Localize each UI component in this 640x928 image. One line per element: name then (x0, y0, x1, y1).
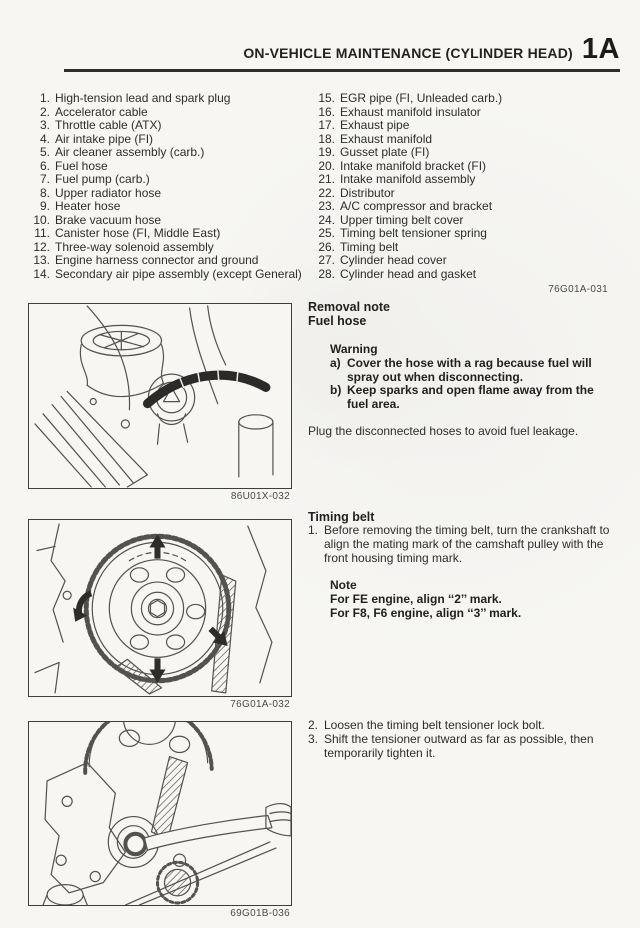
parts-list-item (313, 173, 615, 187)
note-title: Note (330, 578, 357, 593)
part-label: Fuel hose (55, 158, 108, 173)
removal-note-heading: Removal note (308, 300, 390, 314)
part-number: 25. (318, 226, 335, 240)
step-number: 2. (308, 718, 319, 732)
part-label: Timing belt tensioner spring (340, 226, 487, 240)
camshaft-pulley-drawing-icon (29, 520, 291, 696)
warning-title: Warning (330, 342, 378, 356)
note-line: For F8, F6 engine, align ‘‘3’’ mark. (330, 605, 522, 620)
part-label: Cylinder head cover (340, 253, 447, 267)
part-label: Engine harness connector and ground (55, 253, 259, 267)
figure-camshaft-pulley (28, 519, 292, 710)
part-label: Air cleaner assembly (carb.) (55, 145, 205, 159)
part-number: 15. (318, 91, 335, 105)
parts-list-item (313, 160, 615, 174)
parts-list-item (28, 106, 310, 120)
warning-item (330, 357, 618, 385)
figure-frame (28, 303, 292, 489)
part-number: 21. (318, 172, 335, 186)
part-label: Heater hose (55, 199, 121, 213)
part-label: Upper timing belt cover (340, 212, 464, 227)
part-label: EGR pipe (FI, Unleaded carb.) (340, 91, 503, 105)
part-number: 17. (318, 118, 335, 132)
part-number: 7. (39, 172, 50, 186)
figure-caption: 69G01B-036 (230, 908, 290, 919)
figure-frame (28, 519, 292, 697)
procedure-step (308, 719, 618, 733)
part-number: 22. (318, 185, 335, 200)
warning-item (330, 384, 618, 412)
part-number: 13. (33, 253, 50, 267)
page-header (243, 33, 620, 66)
part-number: 26. (318, 239, 335, 254)
part-number: 1. (39, 91, 50, 105)
part-number: 24. (318, 212, 335, 227)
parts-list-item (313, 200, 615, 214)
parts-list-item (28, 254, 310, 268)
step-text: Loosen the timing belt tensioner lock bolt. (324, 718, 545, 732)
part-number: 16. (318, 104, 335, 119)
figure-caption: 86U01X-032 (230, 491, 290, 502)
figure-tensioner-wrench (28, 721, 292, 919)
part-label: Fuel pump (carb.) (55, 172, 150, 186)
parts-list-item (28, 214, 310, 228)
step-number: 1. (308, 523, 319, 537)
part-label: Gusset plate (FI) (340, 145, 430, 159)
part-label: Exhaust manifold insulator (340, 104, 481, 119)
parts-list-left (28, 92, 310, 281)
removal-note-section (308, 300, 618, 451)
section-code: 1A (581, 33, 620, 65)
part-number: 27. (318, 253, 335, 267)
parts-list-item (28, 146, 310, 160)
part-number: 4. (39, 131, 50, 146)
figure-ref-code: 76G01A-031 (548, 284, 608, 295)
parts-list-item (313, 106, 615, 120)
part-label: A/C compressor and bracket (340, 199, 493, 213)
step-number: 3. (308, 731, 319, 746)
part-number: 5. (39, 145, 50, 159)
figure-frame (28, 721, 292, 906)
part-label: Intake manifold bracket (FI) (340, 158, 487, 173)
parts-list-item (28, 92, 310, 106)
part-number: 6. (39, 158, 50, 173)
note-block (308, 579, 618, 620)
part-label: Canister hose (FI, Middle East) (55, 226, 221, 240)
part-number: 20. (318, 158, 335, 173)
part-label: Exhaust manifold (340, 131, 433, 146)
part-label: Exhaust pipe (340, 118, 410, 132)
parts-list-item (28, 187, 310, 201)
part-label: Secondary air pipe assembly (except General) (55, 266, 302, 281)
note-line: For FE engine, align ‘‘2’’ mark. (330, 592, 502, 607)
parts-list-item (313, 241, 615, 255)
timing-belt-heading: Timing belt (308, 510, 375, 524)
fuel-hose-subheading: Fuel hose (308, 314, 367, 328)
parts-list-item (313, 214, 615, 228)
part-number: 19. (318, 145, 335, 159)
parts-list-item (313, 268, 615, 282)
figure-caption: 76G01A-032 (230, 699, 290, 710)
part-number: 9. (39, 199, 50, 213)
parts-list-item (28, 268, 310, 282)
part-number: 28. (318, 266, 335, 281)
warning-items (330, 357, 618, 412)
parts-list-item (28, 241, 310, 255)
part-label: Throttle cable (ATX) (55, 118, 162, 132)
parts-list-item (313, 254, 615, 268)
part-number: 12. (33, 239, 50, 254)
part-number: 3. (39, 118, 50, 132)
figure-fuel-hose (28, 303, 292, 502)
part-label: Timing belt (340, 239, 399, 254)
part-label: Upper radiator hose (55, 185, 162, 200)
tensioner-wrench-drawing-icon (29, 722, 291, 905)
parts-list-item (313, 227, 615, 241)
part-number: 10. (33, 212, 50, 227)
warning-item-prefix: a) (330, 355, 341, 370)
parts-list-item (28, 200, 310, 214)
part-label: Air intake pipe (FI) (55, 131, 154, 146)
timing-belt-section (308, 510, 618, 621)
warning-item-text: Keep sparks and open flame away from the fuel area. (347, 383, 594, 412)
parts-list-item (28, 160, 310, 174)
plug-hoses-note: Plug the disconnected hoses to avoid fuel leakage. (308, 423, 579, 438)
parts-list-right (313, 92, 615, 281)
step-text: Before removing the timing belt, turn the crankshaft to align the mating mark of the camshaft pulley with the front housing timing mark. (324, 523, 610, 565)
parts-list-item (28, 227, 310, 241)
parts-list-item (313, 119, 615, 133)
parts-list-item (313, 146, 615, 160)
page-title: ON-VEHICLE MAINTENANCE (CYLINDER HEAD) (243, 45, 573, 61)
parts-list-item (28, 133, 310, 147)
part-number: 2. (39, 104, 50, 119)
part-number: 18. (318, 131, 335, 146)
timing-belt-steps (308, 524, 618, 565)
warning-item-text: Cover the hose with a rag because fuel will spray out when disconnecting. (347, 355, 592, 384)
part-label: High-tension lead and spark plug (55, 91, 231, 105)
parts-list-item (28, 119, 310, 133)
part-number: 14. (33, 266, 50, 281)
parts-list-item (313, 133, 615, 147)
part-number: 11. (34, 226, 50, 240)
step-text: Shift the tensioner outward as far as possible, then temporarily tighten it. (324, 731, 594, 760)
engine-fuel-pump-drawing-icon (29, 304, 291, 488)
part-label: Accelerator cable (55, 104, 148, 119)
warning-item-prefix: b) (330, 383, 342, 398)
part-label: Brake vacuum hose (55, 212, 162, 227)
procedure-step (308, 524, 618, 565)
procedure-step (308, 733, 618, 761)
tensioner-steps-section (308, 719, 618, 760)
parts-list-item (313, 187, 615, 201)
warning-block (308, 343, 618, 412)
header-rule (64, 69, 620, 72)
part-number: 8. (39, 185, 50, 200)
part-label: Intake manifold assembly (340, 172, 476, 186)
parts-list-item (28, 173, 310, 187)
part-label: Cylinder head and gasket (340, 266, 477, 281)
part-number: 23. (318, 199, 335, 213)
note-lines (330, 593, 618, 621)
parts-list-item (313, 92, 615, 106)
part-label: Three-way solenoid assembly (55, 239, 214, 254)
part-label: Distributor (340, 185, 395, 200)
